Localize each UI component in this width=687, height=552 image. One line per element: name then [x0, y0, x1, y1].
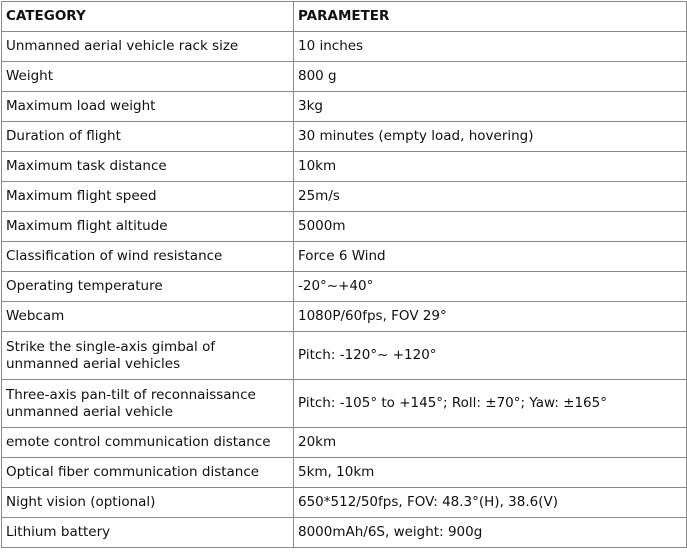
spec-table: [1, 1, 687, 548]
parameter-cell: 8000mAh/6S, weight: 900g: [294, 518, 687, 548]
parameter-cell: Pitch: -120°~ +120°: [294, 332, 687, 380]
table-row: [2, 62, 687, 92]
table-row: [2, 242, 687, 272]
category-cell: Weight: [2, 62, 294, 92]
parameter-cell: -20°~+40°: [294, 272, 687, 302]
column-header-category: CATEGORY: [2, 2, 294, 32]
category-cell: Optical fiber communication distance: [2, 458, 294, 488]
table-row: [2, 152, 687, 182]
category-cell: Maximum load weight: [2, 92, 294, 122]
category-cell: Maximum flight speed: [2, 182, 294, 212]
category-cell: Unmanned aerial vehicle rack size: [2, 32, 294, 62]
category-cell: Strike the single-axis gimbal of unmanned aerial vehicles: [2, 332, 294, 380]
parameter-cell: 25m/s: [294, 182, 687, 212]
table-row: [2, 122, 687, 152]
table-row: [2, 428, 687, 458]
parameter-cell: 5000m: [294, 212, 687, 242]
parameter-cell: 1080P/60fps, FOV 29°: [294, 302, 687, 332]
category-cell: emote control communication distance: [2, 428, 294, 458]
table-row: [2, 302, 687, 332]
category-cell: Operating temperature: [2, 272, 294, 302]
table-row: [2, 458, 687, 488]
table-row: [2, 32, 687, 62]
category-cell: Three-axis pan-tilt of reconnaissance unmanned aerial vehicle: [2, 380, 294, 428]
parameter-cell: 650*512/50fps, FOV: 48.3°(H), 38.6(V): [294, 488, 687, 518]
table-row: [2, 182, 687, 212]
category-cell: Maximum flight altitude: [2, 212, 294, 242]
category-cell: Duration of flight: [2, 122, 294, 152]
parameter-cell: 10km: [294, 152, 687, 182]
table-header-row: [2, 2, 687, 32]
category-cell: Maximum task distance: [2, 152, 294, 182]
parameter-cell: 800 g: [294, 62, 687, 92]
category-cell: Lithium battery: [2, 518, 294, 548]
parameter-cell: Pitch: -105° to +145°; Roll: ±70°; Yaw: ±165°: [294, 380, 687, 428]
category-cell: Classification of wind resistance: [2, 242, 294, 272]
parameter-cell: 3kg: [294, 92, 687, 122]
parameter-cell: Force 6 Wind: [294, 242, 687, 272]
table-row: [2, 272, 687, 302]
table-row: [2, 488, 687, 518]
table-row: [2, 212, 687, 242]
column-header-parameter: PARAMETER: [294, 2, 687, 32]
parameter-cell: 5km, 10km: [294, 458, 687, 488]
table-row: [2, 518, 687, 548]
table-row: [2, 380, 687, 428]
table-row: [2, 92, 687, 122]
category-cell: Night vision (optional): [2, 488, 294, 518]
category-cell: Webcam: [2, 302, 294, 332]
parameter-cell: 30 minutes (empty load, hovering): [294, 122, 687, 152]
parameter-cell: 20km: [294, 428, 687, 458]
table-row: [2, 332, 687, 380]
parameter-cell: 10 inches: [294, 32, 687, 62]
